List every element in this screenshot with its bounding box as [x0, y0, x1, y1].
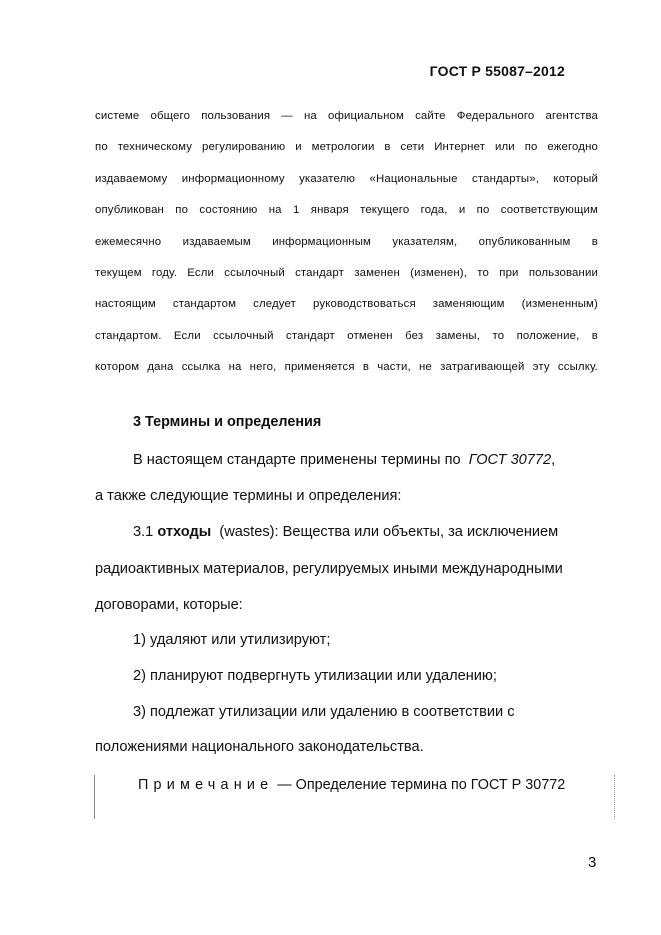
note-text: — Определение термина по ГОСТ Р 30772: [273, 777, 566, 793]
paragraph-line: текущем году. Если ссылочный стандарт заменен (изменен), то при пользовании: [95, 267, 598, 280]
page-number: 3: [588, 854, 597, 871]
intro-line-1: В настоящем стандарте применены термины по ГОСТ 30772,: [133, 452, 556, 468]
section-heading: 3 Термины и определения: [133, 414, 322, 430]
term-english: (wastes): [219, 524, 275, 540]
list-item-continuation: положениями национального законодательства.: [95, 739, 424, 755]
note-right-border: [614, 775, 616, 819]
paragraph-line: стандартом. Если ссылочный стандарт отменен без замены, то положение, в: [95, 329, 598, 342]
document-header: ГОСТ Р 55087–2012: [429, 63, 565, 79]
term-definition-line-1: 3.1 отходы (wastes): Вещества или объекты, за исключением: [133, 524, 559, 540]
note-label: Примечание: [138, 777, 274, 793]
paragraph-line: опубликован по состоянию на 1 января текущего года, и по соответствующим: [95, 204, 598, 217]
intro-paragraph: [95, 101, 598, 384]
gost-reference-link[interactable]: ГОСТ 30772: [468, 452, 552, 468]
paragraph-line: котором дана ссылка на него, применяется в части, не затрагивающей эту ссылку.: [95, 361, 598, 374]
paragraph-line: издаваемому информационному указателю «Национальные стандарты», который: [95, 172, 598, 185]
note: [138, 777, 565, 793]
term-definition-line-2: радиоактивных материалов, регулируемых иными международными: [95, 561, 563, 577]
paragraph-line: настоящим стандартом следует руководствоваться заменяющим (измененным): [95, 298, 598, 311]
term-definition-line-3: договорами, которые:: [95, 597, 243, 613]
intro-line-2: а также следующие термины и определения:: [95, 488, 402, 504]
list-item: 1) удаляют или утилизируют;: [133, 632, 331, 648]
list-item: 2) планируют подвергнуть утилизации или удалению;: [133, 668, 497, 684]
paragraph-line: по техническому регулированию и метрологии в сети Интернет или по ежегодно: [95, 141, 598, 154]
note-left-border: [94, 775, 95, 819]
list-item: 3) подлежат утилизации или удалению в соответствии с: [133, 704, 515, 720]
paragraph-line: системе общего пользования — на официальном сайте Федерального агентства: [95, 110, 598, 122]
term-name: отходы: [157, 524, 212, 540]
paragraph-line: ежемесячно издаваемым информационным указателям, опубликованным в: [95, 235, 598, 248]
